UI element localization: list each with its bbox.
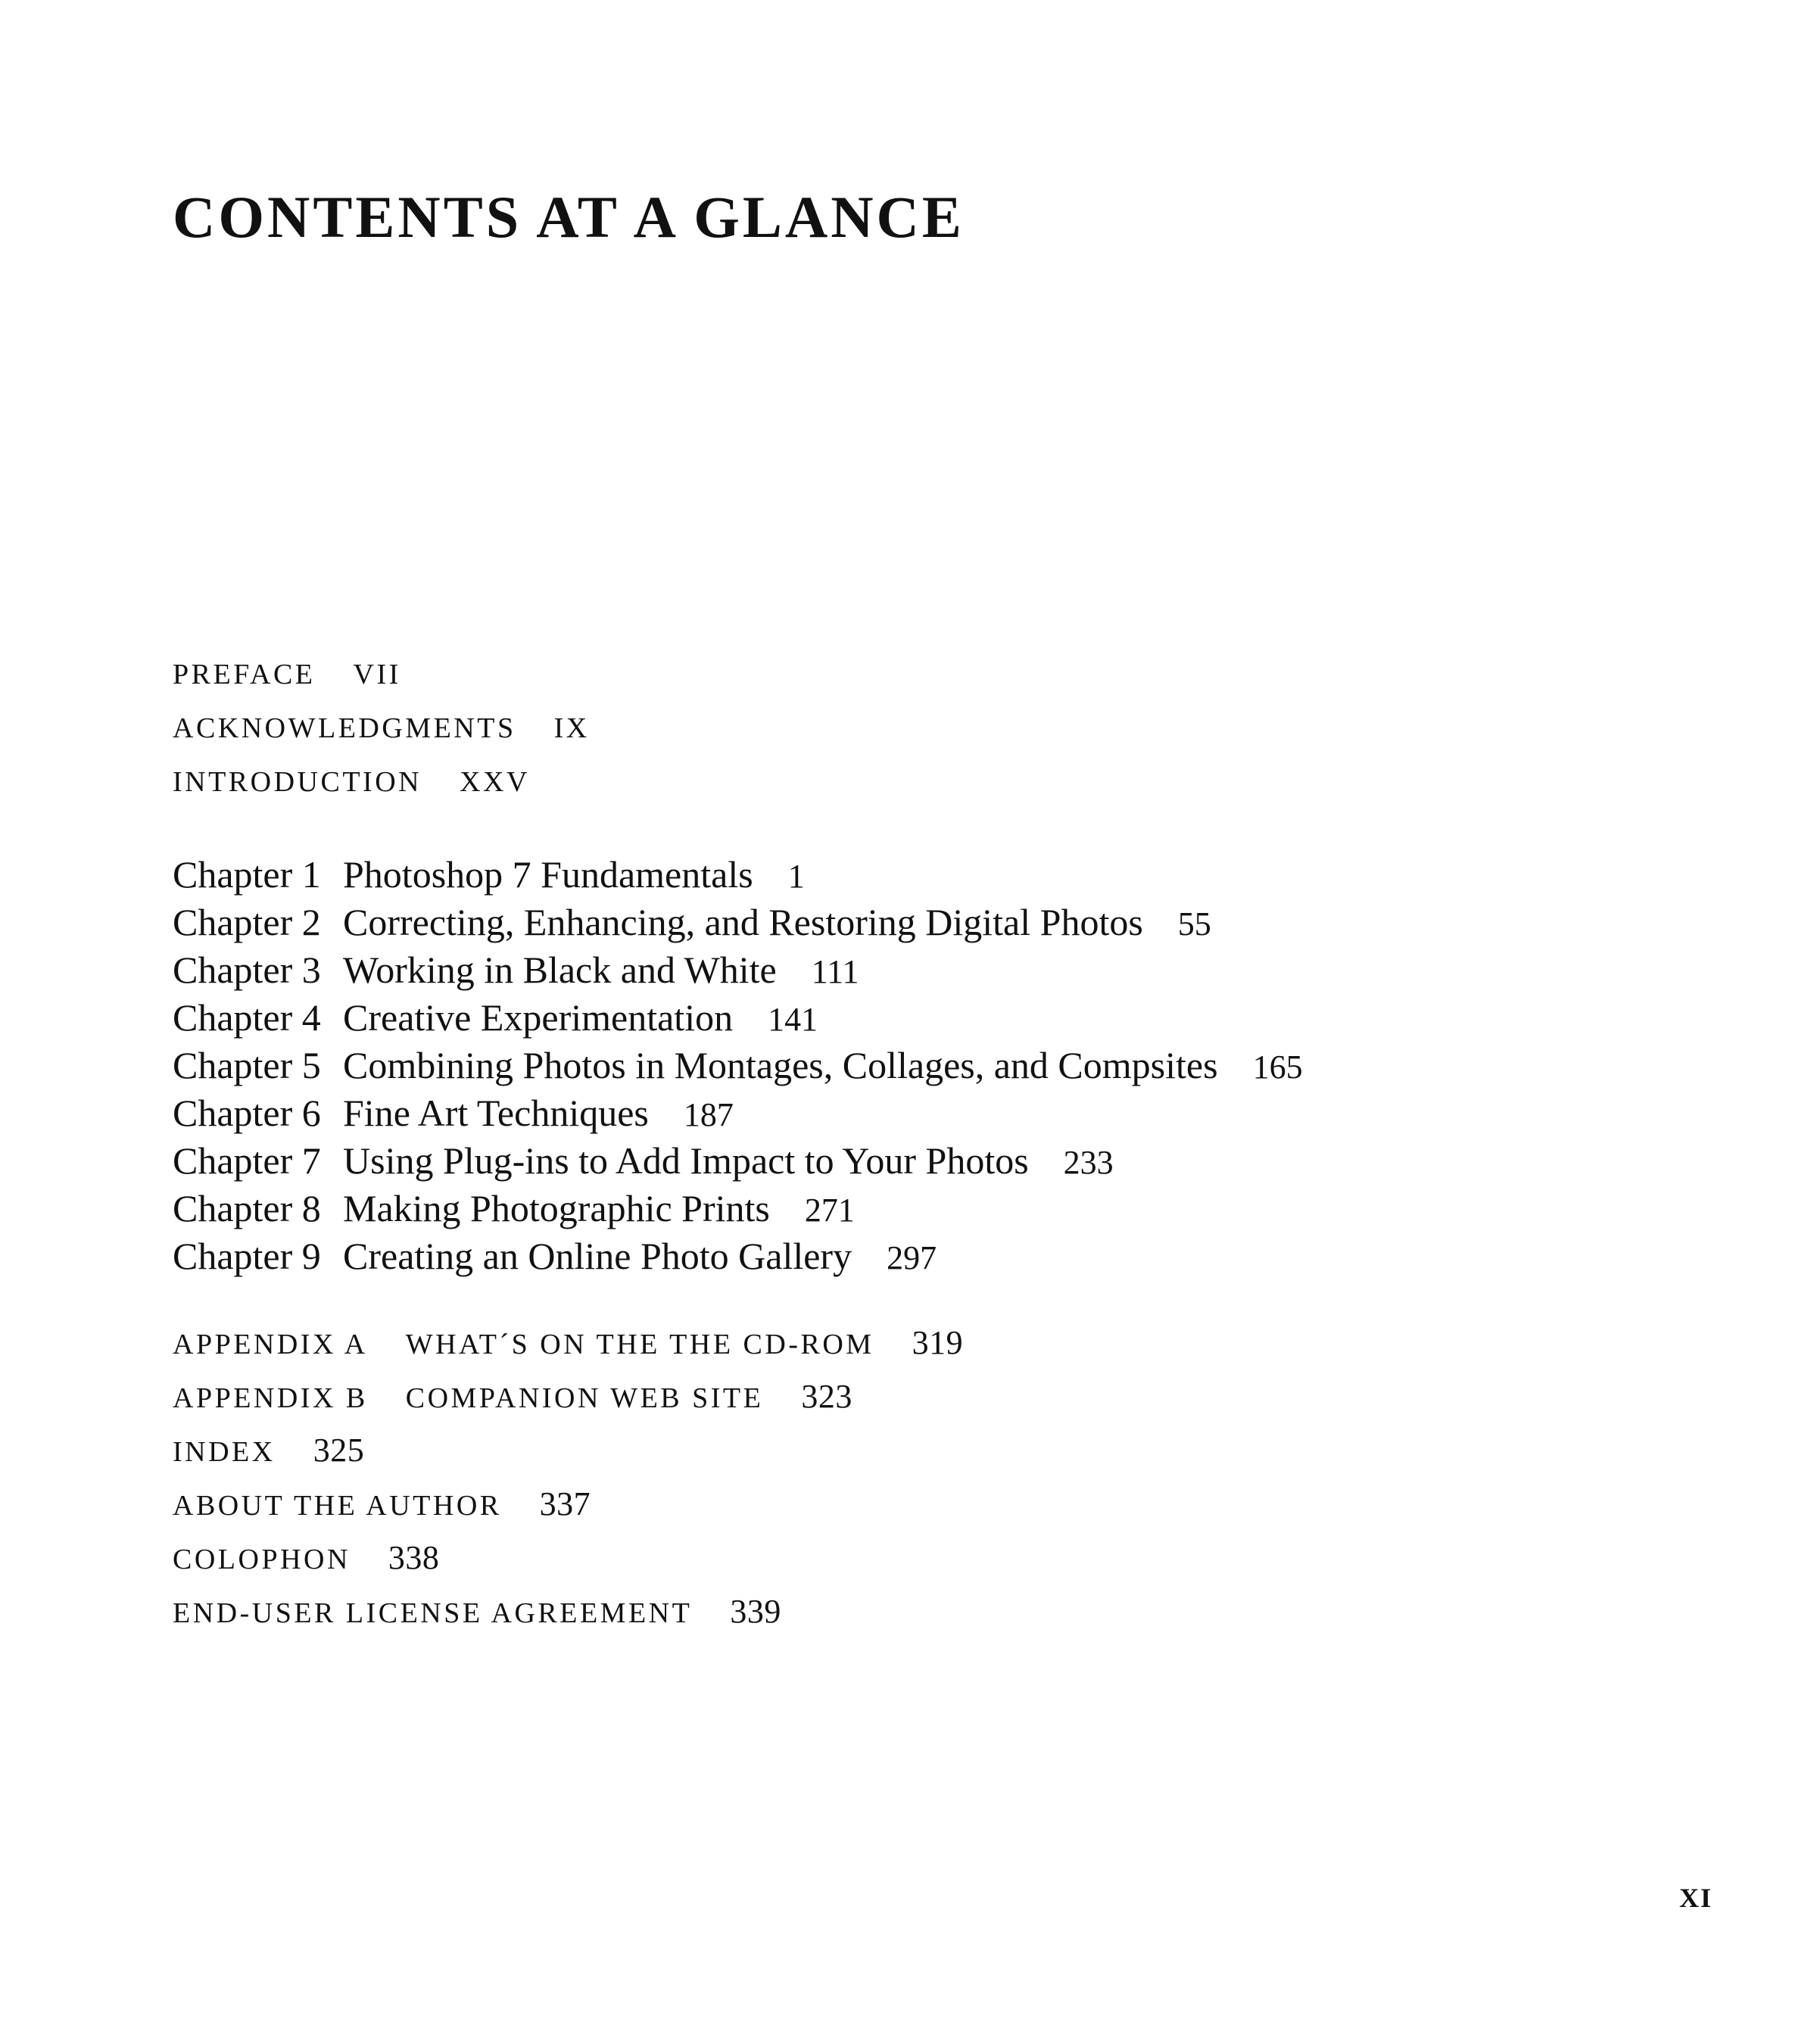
chapter-page: 111: [811, 953, 859, 990]
chapter-page: 165: [1252, 1048, 1303, 1086]
toc-entry-page: IX: [553, 712, 590, 744]
toc-entry-title: COMPANION WEB SITE: [405, 1382, 764, 1414]
chapter-page: 141: [768, 1001, 818, 1038]
toc-entry-label: INTRODUCTION: [173, 766, 422, 798]
chapter-title: Using Plug-ins to Add Impact to Your Photos: [343, 1139, 1029, 1182]
toc-entry-page: VII: [353, 659, 401, 690]
chapter-title: Creative Experimentation: [343, 996, 734, 1039]
toc-entry-chapter-1[interactable]: [173, 855, 1303, 903]
toc-entry-chapter-9[interactable]: [173, 1237, 1303, 1285]
toc-entry-label: PREFACE: [173, 659, 316, 690]
toc-entry-chapter-4[interactable]: [173, 996, 1303, 1046]
toc-entry-appendix-a[interactable]: [173, 1326, 963, 1380]
toc-entry-page: 325: [313, 1432, 365, 1469]
chapter-page: 233: [1063, 1144, 1114, 1181]
chapter-label: Chapter 6: [173, 1092, 321, 1134]
toc-entry-page: 339: [730, 1593, 781, 1630]
toc-entry-index[interactable]: [173, 1434, 963, 1488]
chapter-label: Chapter 3: [173, 949, 321, 991]
toc-entry-label: APPENDIX A: [173, 1329, 368, 1360]
toc-entry-chapter-3[interactable]: [173, 951, 1303, 999]
chapter-title: Creating an Online Photo Gallery: [343, 1235, 852, 1277]
chapter-page: 297: [887, 1239, 937, 1276]
toc-entry-title: WHAT´S ON THE THE CD-ROM: [405, 1329, 874, 1360]
toc-entry-about-the-author[interactable]: [173, 1485, 963, 1541]
toc-entry-page: XXV: [460, 766, 530, 798]
chapter-list: [173, 855, 1303, 1285]
chapter-title: Combining Photos in Montages, Collages, and Compsites: [343, 1044, 1218, 1086]
toc-entry-page: 337: [539, 1485, 591, 1522]
chapter-label: Chapter 8: [173, 1187, 321, 1229]
page-title: CONTENTS AT A GLANCE: [173, 184, 965, 250]
toc-entry-label: END-USER LICENSE AGREEMENT: [173, 1597, 693, 1629]
toc-entry-appendix-b[interactable]: [173, 1380, 963, 1434]
toc-entry-page: 338: [388, 1539, 440, 1576]
chapter-page: 271: [804, 1192, 855, 1229]
toc-entry-colophon[interactable]: [173, 1541, 963, 1595]
chapter-title: Photoshop 7 Fundamentals: [343, 853, 753, 896]
toc-entry-chapter-6[interactable]: [173, 1094, 1303, 1142]
toc-entry-chapter-7[interactable]: [173, 1139, 1303, 1189]
toc-entry-label: ABOUT THE AUTHOR: [173, 1490, 502, 1522]
chapter-title: Making Photographic Prints: [343, 1187, 770, 1229]
chapter-label: Chapter 7: [173, 1139, 321, 1182]
toc-entry-label: INDEX: [173, 1436, 276, 1468]
page-number: XI: [1679, 1883, 1713, 1913]
toc-entry-label: ACKNOWLEDGMENTS: [173, 712, 516, 744]
toc-entry-label: COLOPHON: [173, 1544, 351, 1575]
chapter-label: Chapter 5: [173, 1044, 321, 1086]
chapter-title: Working in Black and White: [343, 949, 777, 991]
chapter-page: 55: [1177, 905, 1211, 943]
front-matter-list: [173, 660, 590, 821]
chapter-title: Fine Art Techniques: [343, 1092, 649, 1134]
chapter-page: 187: [683, 1096, 734, 1133]
toc-entry-page: 323: [801, 1378, 852, 1415]
toc-entry-introduction[interactable]: [173, 768, 590, 821]
toc-entry-acknowledgments[interactable]: [173, 714, 590, 768]
toc-entry-preface[interactable]: [173, 660, 590, 714]
toc-entry-end-user-license-agreement[interactable]: [173, 1595, 963, 1649]
toc-entry-label: APPENDIX B: [173, 1382, 368, 1414]
chapter-label: Chapter 2: [173, 901, 321, 943]
chapter-label: Chapter 4: [173, 996, 321, 1039]
chapter-label: Chapter 9: [173, 1235, 321, 1277]
toc-entry-chapter-8[interactable]: [173, 1189, 1303, 1237]
toc-entry-chapter-5[interactable]: [173, 1046, 1303, 1094]
chapter-page: 1: [787, 858, 805, 895]
toc-entry-page: 319: [912, 1324, 964, 1361]
toc-entry-chapter-2[interactable]: [173, 903, 1303, 951]
chapter-title: Correcting, Enhancing, and Restoring Digital Photos: [343, 901, 1143, 943]
chapter-label: Chapter 1: [173, 853, 321, 896]
back-matter-list: [173, 1326, 963, 1649]
